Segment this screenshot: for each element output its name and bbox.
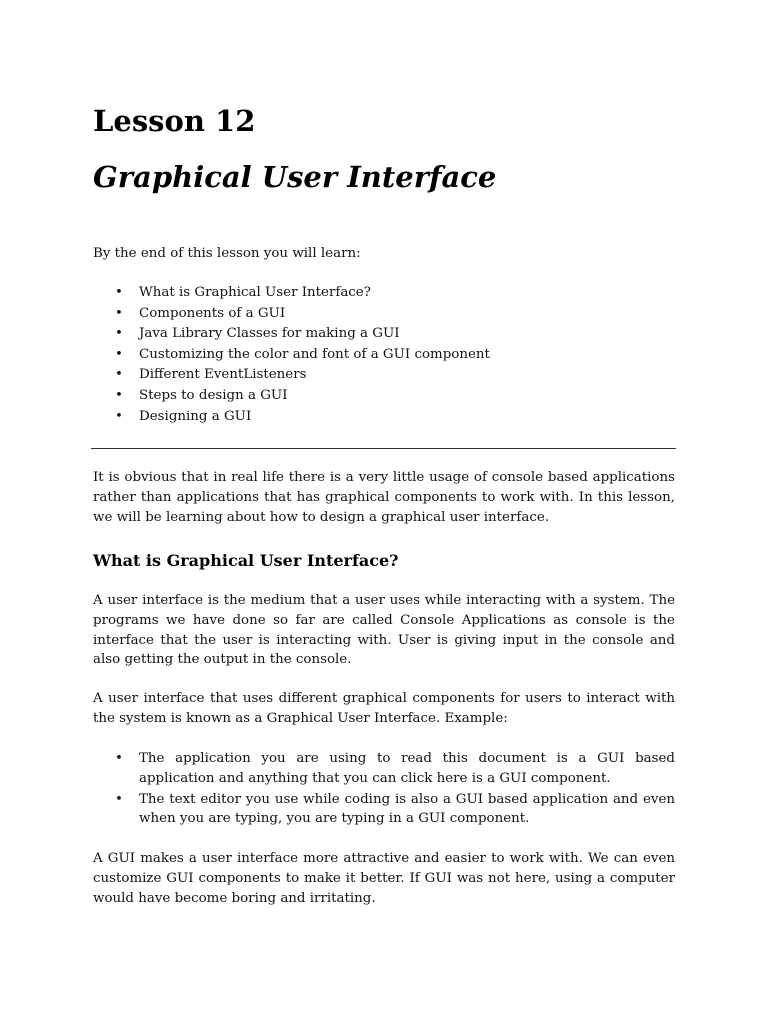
list-item-text: Designing a GUI <box>139 408 252 424</box>
paragraph-gui-definition: A user interface that uses different graphical components for users to interact with the system is known as a Graphical User Interface. Example: <box>93 691 675 726</box>
bullet-icon: • <box>115 285 123 300</box>
list-item-text: Different EventListeners <box>139 367 307 383</box>
paragraph-conclusion: A GUI makes a user interface more attractive and easier to work with. We can even customize GUI components to make it better. If GUI was not here, using a computer would have become boring and irritating. <box>93 851 675 906</box>
learning-objectives-list <box>93 283 675 427</box>
list-item-text: Steps to design a GUI <box>139 387 288 403</box>
bullet-icon: • <box>115 751 123 766</box>
list-item <box>93 749 675 789</box>
bullet-icon: • <box>115 346 123 362</box>
list-item <box>93 283 675 304</box>
bullet-icon: • <box>115 367 123 383</box>
list-item-text: The application you are using to read this document is a GUI based application and anything that you can click here is a GUI component. <box>139 751 675 786</box>
bullet-icon: • <box>115 387 123 403</box>
list-item-text: Components of a GUI <box>139 305 286 321</box>
list-item <box>93 407 675 428</box>
list-item <box>93 345 675 366</box>
bullet-icon: • <box>115 408 123 424</box>
bullet-icon: • <box>115 326 123 342</box>
bullet-icon: • <box>115 791 123 807</box>
paragraph-definition: A user interface is the medium that a user uses while interacting with a system. The programs we have done so far are called Console Applications as console is the interface that the user is interacting with. User is giving input in the console and also getting the output in the console. <box>93 593 675 668</box>
section-heading: What is Graphical User Interface? <box>93 551 399 570</box>
list-item <box>93 790 675 830</box>
list-item-text: Java Library Classes for making a GUI <box>139 326 400 342</box>
list-item-text: Customizing the color and font of a GUI component <box>139 346 490 362</box>
bullet-icon: • <box>115 305 123 321</box>
list-item <box>93 386 675 407</box>
section-divider <box>91 448 676 449</box>
list-item-text: The text editor you use while coding is also a GUI based application and even when you are typing, you are typing in a GUI component. <box>139 791 675 827</box>
lesson-number-heading: Lesson 12 <box>93 104 256 138</box>
list-item <box>93 365 675 386</box>
list-item-text: What is Graphical User Interface? <box>139 285 371 300</box>
list-item <box>93 324 675 345</box>
list-item <box>93 304 675 325</box>
examples-list <box>93 749 675 830</box>
lesson-title-heading: Graphical User Interface <box>93 160 497 194</box>
paragraph-intro: It is obvious that in real life there is a very little usage of console based applications rather than applications that has graphical components to work with. In this lesson, we will be learning about how to design a graphical user interface. <box>93 470 675 525</box>
intro-text: By the end of this lesson you will learn: <box>93 246 361 261</box>
